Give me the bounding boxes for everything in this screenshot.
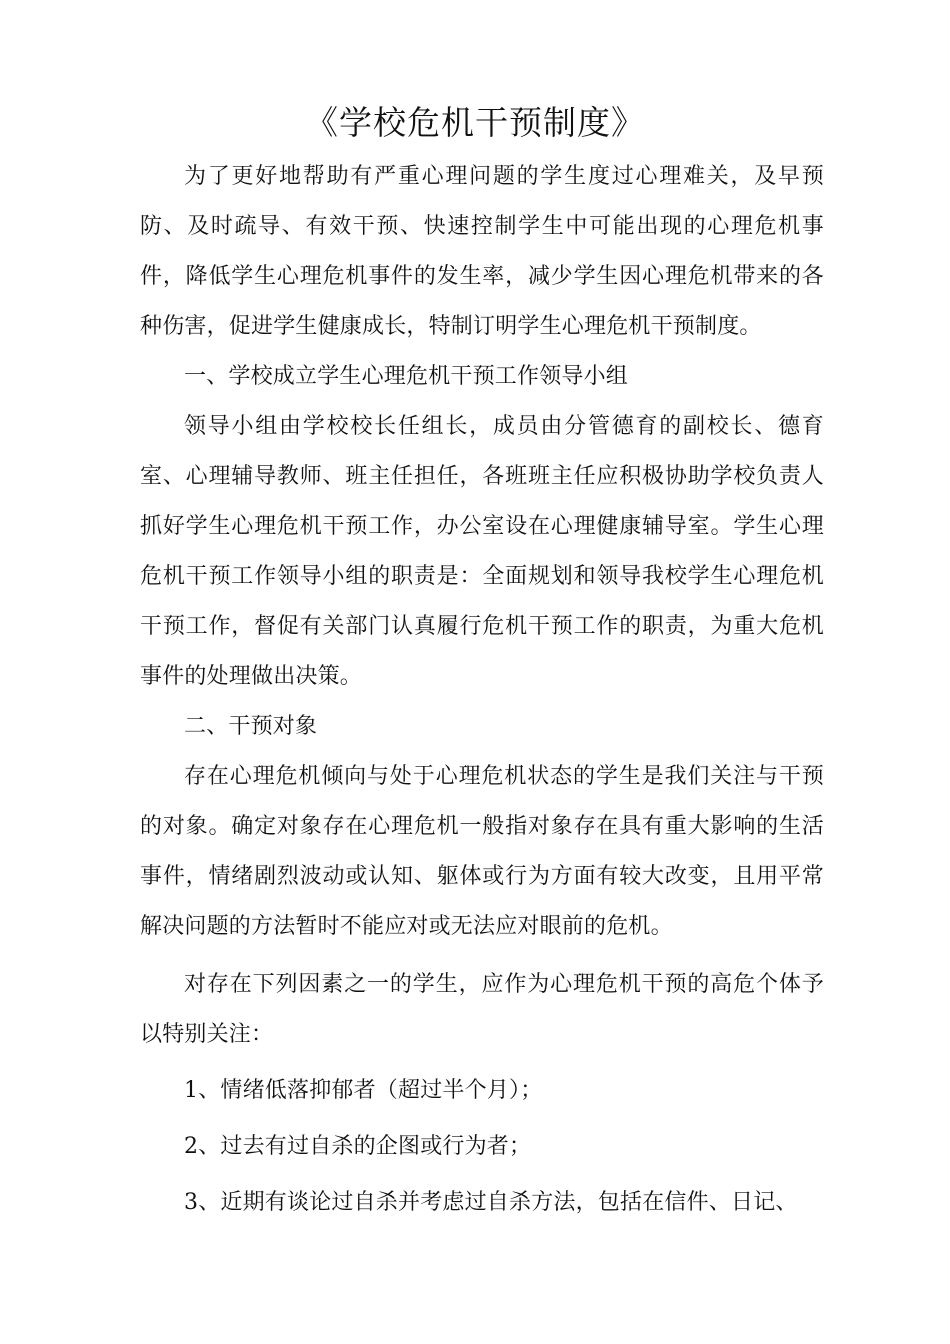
paragraph-leadership: 领导小组由学校校长任组长，成员由分管德育的副校长、德育室、心理辅导教师、班主任担任，各班班主任应积极协助学校负责人抓好学生心理危机干预工作，办公室设在心理健康辅导室。学生心理危机干预工作领导小组的职责是：全面规划和领导我校学生心理危机干预工作，督促有关部门认真履行危机干预工作的职责，为重大危机事件的处理做出决策。 [140,414,824,689]
document-title: 《学校危机干预制度》 [305,103,645,142]
list-item-2: 2、过去有过自杀的企图或行为者； [184,1134,532,1159]
paragraph-high-risk: 对存在下列因素之一的学生，应作为心理危机干预的高危个体予以特别关注： [140,972,824,1047]
list-item-1: 1、情绪低落抑郁者（超过半个月）； [184,1078,543,1103]
document-body [140,152,824,1228]
paragraph-targets: 存在心理危机倾向与处于心理危机状态的学生是我们关注与干预的对象。确定对象存在心理危机一般指对象存在具有重大影响的生活事件，情绪剧烈波动或认知、躯体或行为方面有较大改变，且用平常解决问题的方法暂时不能应对或无法应对眼前的危机。 [140,764,824,939]
section-heading-1: 一、学校成立学生心理危机干预工作领导小组 [184,364,629,389]
paragraph-intro: 为了更好地帮助有严重心理问题的学生度过心理难关，及早预防、及时疏导、有效干预、快速控制学生中可能出现的心理危机事件，降低学生心理危机事件的发生率，减少学生因心理危机带来的各种伤害，促进学生健康成长，特制订明学生心理危机干预制度。 [140,164,824,339]
section-heading-2: 二、干预对象 [184,714,318,739]
list-item-3: 3、近期有谈论过自杀并考虑过自杀方法，包括在信件、日记、 [184,1190,798,1215]
